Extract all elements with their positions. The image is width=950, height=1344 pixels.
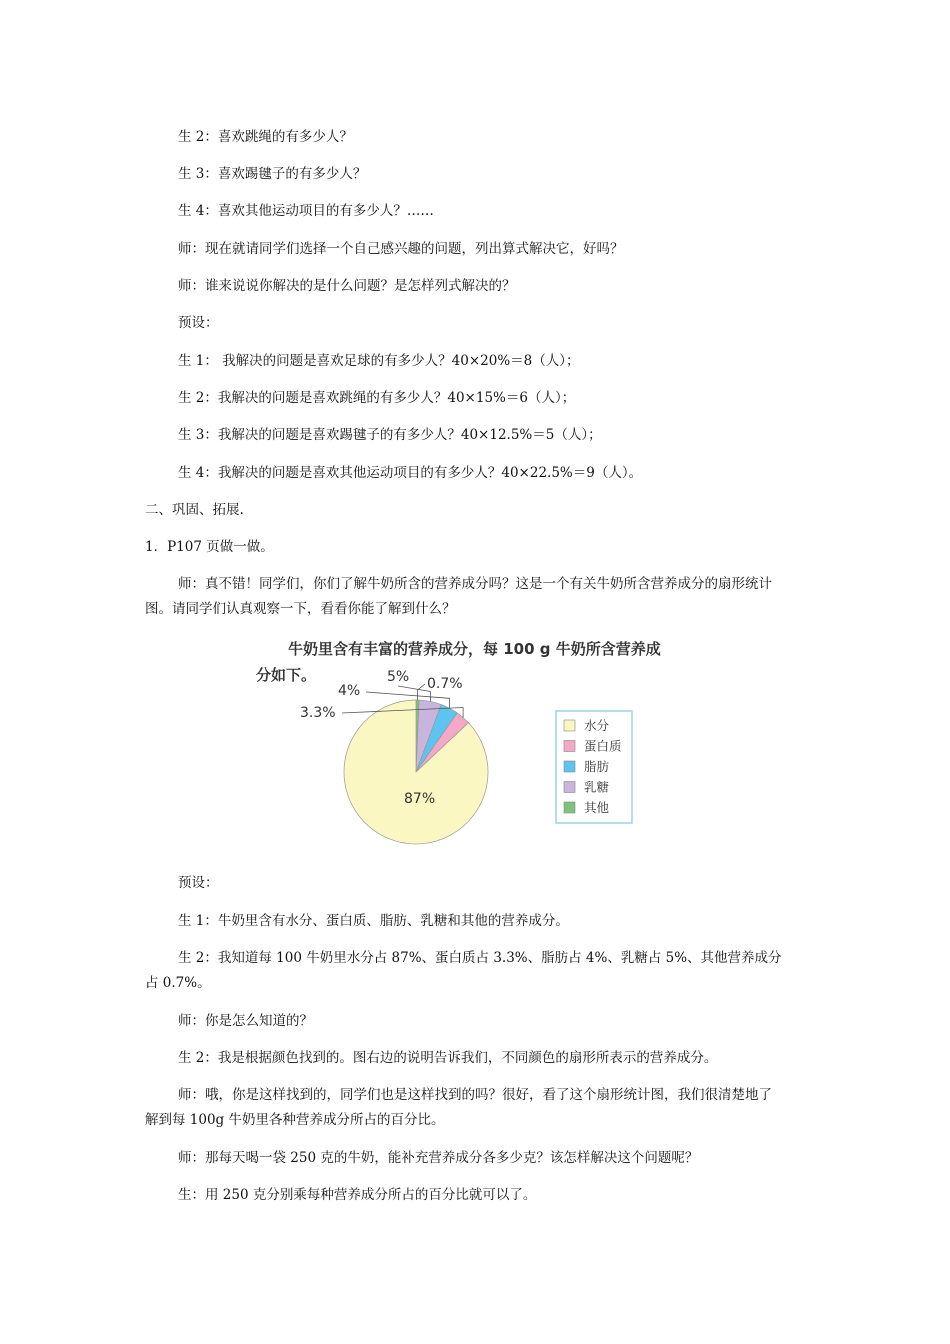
dialogue-line: 生 1： 我解决的问题是喜欢足球的有多少人？40×20%＝8（人）； <box>178 353 580 369</box>
dialogue-line: 生 2：喜欢跳绳的有多少人？ <box>178 129 353 145</box>
dialogue-line: 预设： <box>178 875 219 891</box>
legend-swatch <box>564 761 575 772</box>
dialogue-line: 生 2：我解决的问题是喜欢跳绳的有多少人？40×15%＝6（人）； <box>178 390 576 406</box>
dialogue-line: 生 3：我解决的问题是喜欢踢毽子的有多少人？40×12.5%＝5（人）； <box>178 427 602 443</box>
chart-title-line1: 牛奶里含有丰富的营养成分，每 100 g 牛奶所含营养成 <box>288 640 661 658</box>
legend-label: 其他 <box>584 800 610 815</box>
dialogue-line: 预设： <box>178 315 219 331</box>
milk-nutrition-pie-chart <box>250 630 690 855</box>
legend-swatch <box>564 802 575 813</box>
dialogue-line: 生 4：喜欢其他运动项目的有多少人？…… <box>178 203 434 219</box>
legend-label: 蛋白质 <box>584 738 622 754</box>
paragraph: 生 2：我知道每 100 牛奶里水分占 87%、蛋白质占 3.3%、脂肪占 4%、乳糖占 5%、其他营养成分占 0.7%。 <box>145 950 782 991</box>
slice-label: 87% <box>404 791 436 807</box>
section-heading: 二、巩固、拓展. <box>145 502 244 518</box>
slice-label: 0.7% <box>427 676 463 692</box>
dialogue-line: 生 2：我是根据颜色找到的。图右边的说明告诉我们，不同颜色的扇形所表示的营养成分。 <box>178 1050 718 1066</box>
dialogue-line: 生 3：喜欢踢毽子的有多少人？ <box>178 166 367 182</box>
dialogue-line: 生：用 250 克分别乘每种营养成分所占的百分比就可以了。 <box>178 1187 537 1203</box>
dialogue-line: 师：现在就请同学们选择一个自己感兴趣的问题，列出算式解决它，好吗？ <box>178 241 624 257</box>
slice-label: 3.3% <box>300 705 336 721</box>
legend-label: 水分 <box>584 718 610 733</box>
dialogue-line: 生 4：我解决的问题是喜欢其他运动项目的有多少人？40×22.5%＝9（人）。 <box>178 465 643 481</box>
legend-label: 脂肪 <box>584 759 610 774</box>
dialogue-line: 师：那每天喝一袋 250 克的牛奶，能补充营养成分各多少克？该怎样解决这个问题呢？ <box>178 1150 699 1166</box>
paragraph: 师：真不错！同学们，你们了解牛奶所含的营养成分吗？这是一个有关牛奶所含营养成分的扇形统计图。请同学们认真观察一下，看看你能了解到什么？ <box>145 576 772 617</box>
legend-swatch <box>564 741 575 752</box>
legend-swatch <box>564 782 575 793</box>
chart-title-line2: 分如下。 <box>256 666 317 684</box>
paragraph: 师：哦，你是这样找到的，同学们也是这样找到的吗？很好，看了这个扇形统计图，我们很清楚地了解到每 100g 牛奶里各种营养成分所占的百分比。 <box>145 1087 772 1128</box>
slice-label: 4% <box>338 683 361 699</box>
dialogue-line: 生 1：牛奶里含有水分、蛋白质、脂肪、乳糖和其他的营养成分。 <box>178 913 569 929</box>
slice-label: 5% <box>387 669 410 685</box>
dialogue-line: 师：谁来说说你解决的是什么问题？是怎样列式解决的？ <box>178 278 516 294</box>
legend-label: 乳糖 <box>584 779 610 795</box>
subsection-heading: 1．P107 页做一做。 <box>145 539 274 555</box>
dialogue-line: 师：你是怎么知道的？ <box>178 1013 313 1029</box>
leader-line <box>398 686 430 702</box>
leader-line <box>418 684 425 700</box>
legend-swatch <box>564 720 575 731</box>
